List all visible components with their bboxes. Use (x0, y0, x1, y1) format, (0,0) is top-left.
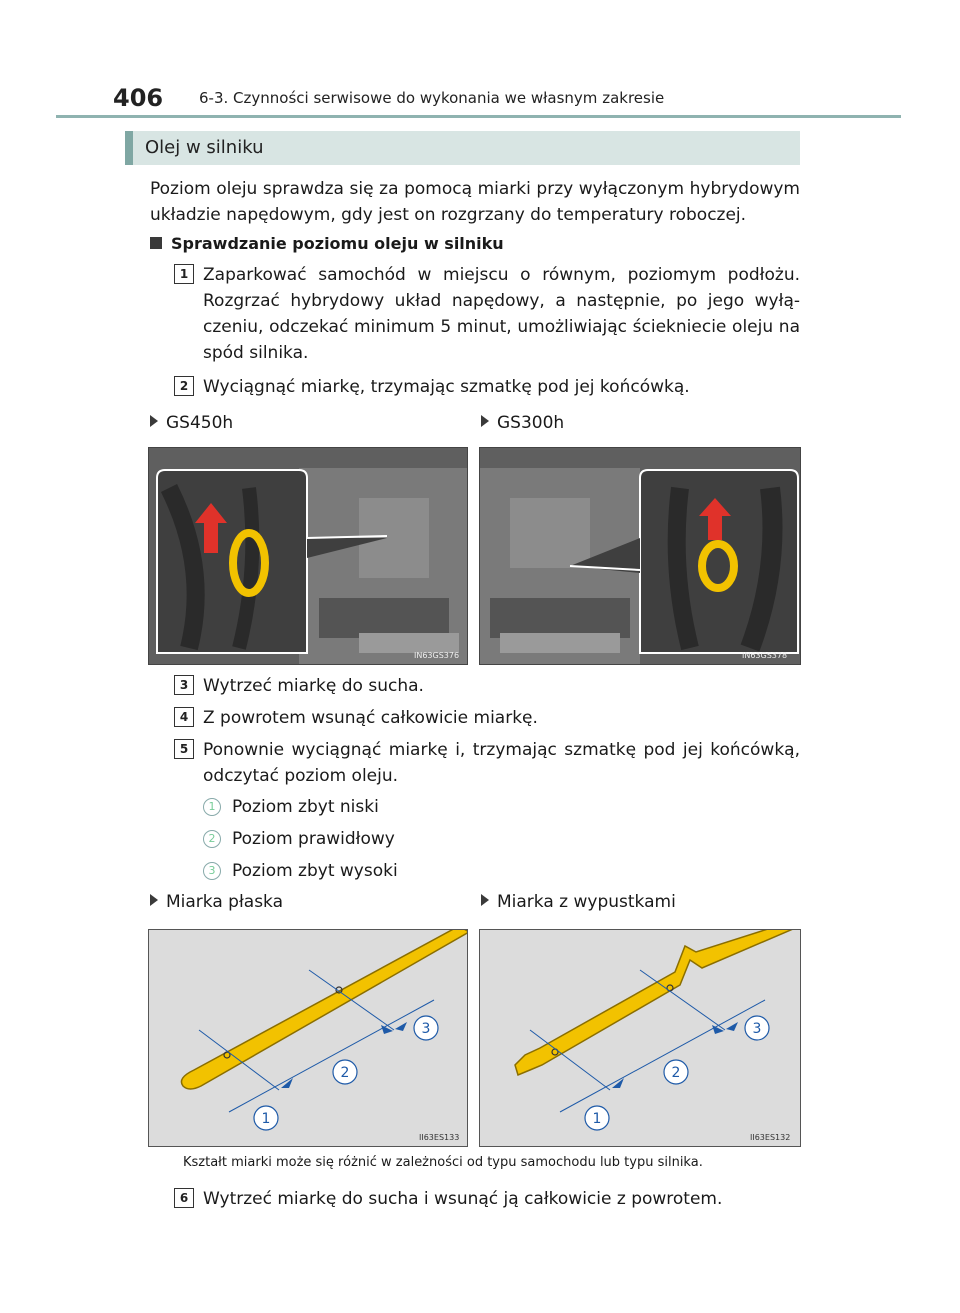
tabbed-dipstick-diagram (480, 930, 800, 1146)
dipstick-label-left (150, 892, 283, 912)
flat-dipstick-diagram (149, 930, 467, 1146)
step-number-5: 5 (174, 739, 194, 759)
model-right-text: GS300h (497, 413, 565, 433)
model-label-right (481, 413, 564, 433)
chapter-title: 6-3. Czynności serwisowe do wykonania we własnym zakresie (199, 89, 665, 107)
triangle-bullet-icon (150, 894, 158, 906)
dipstick-illustration-right (479, 929, 801, 1147)
level-number-2: 2 (203, 830, 221, 848)
subsection-heading (150, 234, 504, 253)
dip-code-left: II63ES133 (419, 1133, 460, 1142)
dip-code-right: II63ES132 (750, 1133, 791, 1142)
dipstick-caption: Kształt miarki może się różnić w zależności od typu samochodu lub typu silnika. (183, 1155, 703, 1170)
mark-3-right: 3 (752, 1021, 762, 1037)
step-number-6: 6 (174, 1188, 194, 1208)
dipstick-label-right (481, 892, 676, 912)
level-label-2: Poziom prawidłowy (232, 829, 395, 849)
photo-code-right: IN63GS378 (742, 651, 788, 660)
dipstick-illustration-left (148, 929, 468, 1147)
level-number-1: 1 (203, 798, 221, 816)
step-5-text: Ponownie wyciągnąć miarkę i, trzymając szmatkę pod jej końcówką, odczytać poziom oleju. (203, 740, 800, 786)
square-bullet-icon (150, 237, 162, 249)
triangle-bullet-icon (150, 415, 158, 427)
engine-photo-left (148, 447, 468, 665)
level-label-3: Poziom zbyt wysoki (232, 861, 398, 881)
step-number-4: 4 (174, 707, 194, 727)
dipstick-left-text: Miarka płaska (166, 892, 284, 912)
photo-code-left: IN63GS376 (414, 651, 460, 660)
header-rule (56, 115, 901, 118)
mark-1-right: 1 (592, 1111, 602, 1127)
mark-3-left: 3 (421, 1021, 431, 1037)
step-1-text: Zaparkować samochód w miejscu o równym, poziomym podłożu. Rozgrzać hybrydowy układ napędowy, a następnie, po jego wyłą-czeniu, odczekać minimum 5 minut, umożliwiając ściekniecie oleju na spód silnika. (203, 265, 800, 363)
engine-photo-right (479, 447, 801, 665)
step-number-1: 1 (174, 264, 194, 284)
engine-illustration-right (480, 448, 800, 664)
mark-2-right: 2 (671, 1065, 681, 1081)
mark-1-left: 1 (261, 1111, 271, 1127)
dipstick-right-text: Miarka z wypustkami (497, 892, 676, 912)
model-label-left (150, 413, 233, 433)
subsection-title: Sprawdzanie poziomu oleju w silniku (171, 234, 504, 253)
page-number: 406 (113, 84, 164, 112)
step-number-3: 3 (174, 675, 194, 695)
step-2-text: Wyciągnąć miarkę, trzymając szmatkę pod jej końcówką. (203, 377, 690, 397)
step-number-2: 2 (174, 376, 194, 396)
model-left-text: GS450h (166, 413, 234, 433)
section-header (125, 131, 800, 165)
section-title: Olej w silniku (145, 137, 264, 158)
intro-paragraph: Poziom oleju sprawdza się za pomocą miarki przy wyłączonym hybrydowym układzie napędowym, gdy jest on rozgrzany do temperatury roboczej. (150, 179, 800, 225)
level-number-3: 3 (203, 862, 221, 880)
triangle-bullet-icon (481, 894, 489, 906)
mark-2-left: 2 (340, 1065, 350, 1081)
engine-illustration-left (149, 448, 467, 664)
level-label-1: Poziom zbyt niski (232, 797, 379, 817)
section-accent (125, 131, 133, 165)
step-6-text: Wytrzeć miarkę do sucha i wsunąć ją całkowicie z powrotem. (203, 1189, 723, 1209)
step-4-text: Z powrotem wsunąć całkowicie miarkę. (203, 708, 538, 728)
step-3-text: Wytrzeć miarkę do sucha. (203, 676, 424, 696)
triangle-bullet-icon (481, 415, 489, 427)
